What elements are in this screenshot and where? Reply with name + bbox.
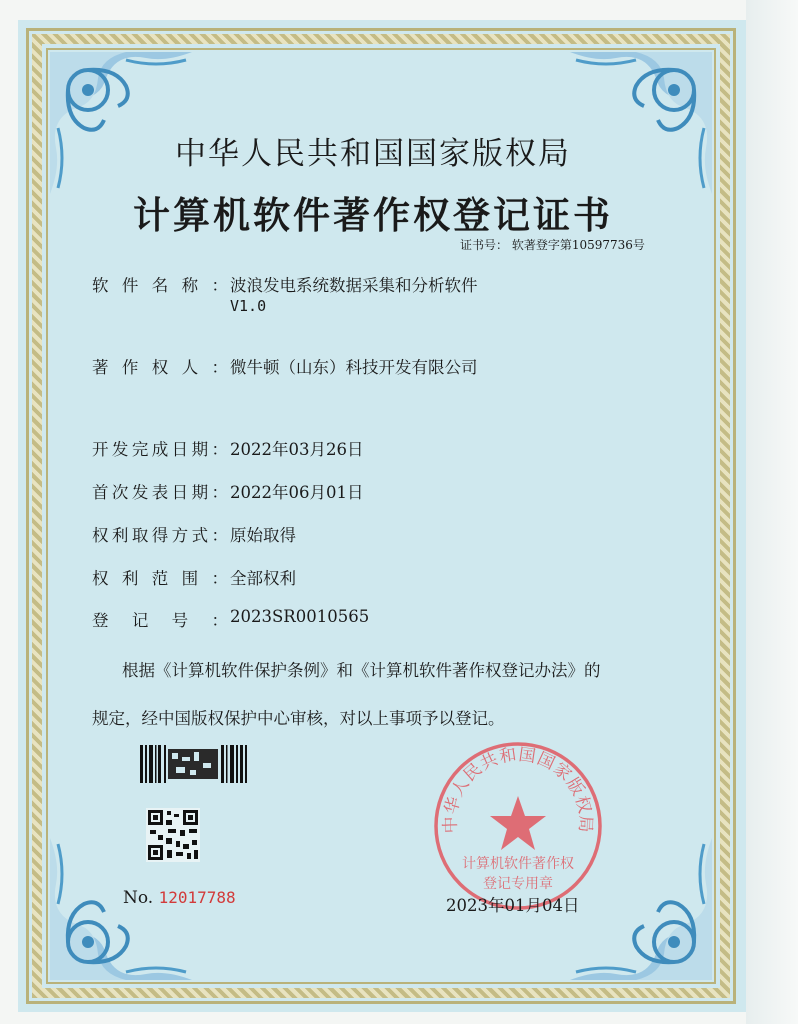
serial-number <box>123 888 236 908</box>
field-label: 权利取得方式： <box>92 526 228 545</box>
field-value: 2023SR0010565 <box>230 607 370 626</box>
issuing-authority: 中华人民共和国国家版权局 <box>175 136 571 172</box>
field-value: 2022年06月01日 <box>230 483 364 502</box>
qr-code-icon <box>146 808 200 862</box>
field-value: 微牛顿（山东）科技开发有限公司 <box>230 358 478 377</box>
certificate-number: 证书号： 软著登字第10597736号 <box>460 238 645 252</box>
field-label: 权利范围： <box>92 569 228 588</box>
seal-line-2: 登记专用章 <box>483 876 553 892</box>
field-registration-number <box>92 607 370 631</box>
statement-line-1: 根据《计算机软件保护条例》和《计算机软件著作权登记办法》的 <box>122 661 601 680</box>
serial-prefix: No. <box>123 888 154 908</box>
field-label: 登记号： <box>92 611 228 630</box>
field-publication-date <box>92 479 364 503</box>
seal-arc-text: 中华人民共和国国家版权局 <box>440 744 596 834</box>
field-copyright-owner <box>92 354 478 378</box>
field-label: 首次发表日期： <box>92 483 228 502</box>
software-name-value: 波浪发电系统数据采集和分析软件 <box>230 276 478 295</box>
field-label: 软件名称： <box>92 276 228 295</box>
issue-date: 2023年01月04日 <box>446 896 580 915</box>
field-rights-scope <box>92 565 296 589</box>
corner-ornament-icon <box>46 48 196 198</box>
official-seal-icon <box>432 740 604 912</box>
seal-line-1: 计算机软件著作权 <box>462 856 574 872</box>
serial-value: 12017788 <box>158 888 236 907</box>
field-acquisition-method <box>92 522 296 546</box>
field-completion-date <box>92 436 364 460</box>
field-software-name <box>92 272 478 315</box>
field-label: 开发完成日期： <box>92 440 228 459</box>
statement-line-2: 规定，经中国版权保护中心审核，对以上事项予以登记。 <box>92 709 505 728</box>
field-value: 全部权利 <box>230 569 296 588</box>
scan-edge <box>746 0 798 1024</box>
field-value: 原始取得 <box>230 526 296 545</box>
corner-ornament-icon <box>566 48 716 198</box>
field-label: 著作权人： <box>92 358 228 377</box>
barcode-icon <box>140 745 250 783</box>
software-version-value: V1.0 <box>230 297 267 315</box>
certificate-title: 计算机软件著作权登记证书 <box>133 193 613 237</box>
field-value <box>230 272 478 315</box>
field-value: 2022年03月26日 <box>230 440 364 459</box>
